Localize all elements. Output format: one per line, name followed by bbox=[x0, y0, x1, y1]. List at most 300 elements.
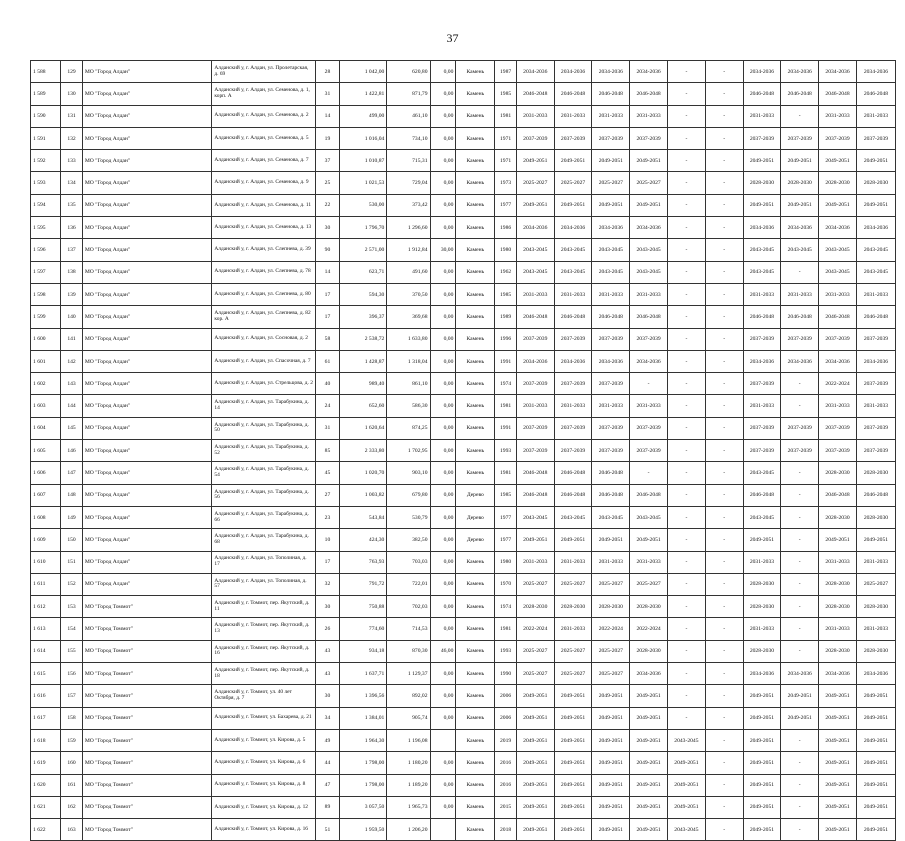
table-cell: 1 016,04 bbox=[339, 127, 387, 149]
table-cell: 2031-2033 bbox=[630, 283, 668, 305]
table-cell: 137 bbox=[61, 239, 83, 261]
table-cell: 2049-2051 bbox=[592, 819, 630, 841]
table-cell: 2049-2051 bbox=[743, 685, 781, 707]
table-cell: 160 bbox=[61, 752, 83, 774]
table-cell: 2049-2051 bbox=[592, 194, 630, 216]
table-cell: 729,04 bbox=[387, 172, 430, 194]
table-cell: Камень bbox=[456, 373, 495, 395]
table-cell: 2028-2030 bbox=[856, 506, 895, 528]
table-cell: 370,50 bbox=[387, 283, 430, 305]
table-row bbox=[31, 506, 896, 528]
table-row bbox=[31, 350, 896, 372]
table-row bbox=[31, 752, 896, 774]
table-cell: - bbox=[705, 729, 743, 751]
table-cell: 0,00 bbox=[430, 194, 456, 216]
table-row bbox=[31, 707, 896, 729]
table-cell: 0,00 bbox=[430, 261, 456, 283]
table-cell: 2031-2033 bbox=[743, 283, 781, 305]
table-cell: 2031-2033 bbox=[819, 551, 857, 573]
table-cell: 2043-2045 bbox=[743, 506, 781, 528]
table-cell: 2031-2033 bbox=[819, 283, 857, 305]
table-cell: 46,00 bbox=[430, 640, 456, 662]
table-cell: 135 bbox=[61, 194, 83, 216]
table-cell: 2043-2045 bbox=[743, 462, 781, 484]
table-cell: 2043-2045 bbox=[819, 239, 857, 261]
table-cell: 2037-2039 bbox=[743, 328, 781, 350]
table-cell: - bbox=[705, 573, 743, 595]
table-cell: - bbox=[705, 529, 743, 551]
table-cell: 0,00 bbox=[430, 462, 456, 484]
table-row bbox=[31, 217, 896, 239]
table-cell: 1977 bbox=[495, 194, 517, 216]
table-cell: МО "Город Алдан" bbox=[82, 350, 212, 372]
table-row bbox=[31, 417, 896, 439]
table-row bbox=[31, 172, 896, 194]
table-cell: 396,37 bbox=[339, 306, 387, 328]
table-cell: 1 396,56 bbox=[339, 685, 387, 707]
table-cell: Дерево bbox=[456, 529, 495, 551]
table-cell: 2025-2027 bbox=[516, 640, 554, 662]
table-cell: МО "Город Алдан" bbox=[82, 283, 212, 305]
table-row bbox=[31, 618, 896, 640]
table-cell: 134 bbox=[61, 172, 83, 194]
table-cell: 2028-2030 bbox=[819, 596, 857, 618]
table-cell: 2034-2036 bbox=[819, 61, 857, 83]
table-cell: 2049-2051 bbox=[630, 194, 668, 216]
table-cell: - bbox=[668, 261, 706, 283]
table-cell: 2049-2051 bbox=[516, 796, 554, 818]
table-cell: МО "Город Томмот" bbox=[82, 819, 212, 841]
table-cell: 51 bbox=[316, 819, 340, 841]
table-cell: 0,00 bbox=[430, 83, 456, 105]
table-cell: 2049-2051 bbox=[856, 752, 895, 774]
table-cell: 2049-2051 bbox=[781, 150, 819, 172]
table-cell: 2037-2039 bbox=[592, 417, 630, 439]
table-row bbox=[31, 796, 896, 818]
table-cell: 1 608 bbox=[31, 506, 61, 528]
table-cell: - bbox=[781, 618, 819, 640]
table-cell: 2043-2045 bbox=[516, 506, 554, 528]
table-cell: 2043-2045 bbox=[516, 261, 554, 283]
table-cell: - bbox=[781, 529, 819, 551]
table-cell: - bbox=[781, 462, 819, 484]
table-cell: - bbox=[781, 819, 819, 841]
table-cell: 586,30 bbox=[387, 395, 430, 417]
table-cell: 2043-2045 bbox=[819, 261, 857, 283]
table-cell: 2037-2039 bbox=[781, 127, 819, 149]
table-cell: Камень bbox=[456, 440, 495, 462]
table-cell: 1 965,73 bbox=[387, 796, 430, 818]
table-cell: Алданский у, г. Томмот, ул. Кирова, д. 12 bbox=[212, 796, 316, 818]
table-cell: 2034-2036 bbox=[630, 61, 668, 83]
table-cell: 1 618 bbox=[31, 729, 61, 751]
table-cell: 2049-2051 bbox=[592, 685, 630, 707]
table-cell: Камень bbox=[456, 640, 495, 662]
table-cell: Алданский у, г. Томмот, ул. Кирова, д. 6 bbox=[212, 752, 316, 774]
table-cell: 2025-2027 bbox=[554, 663, 592, 685]
table-cell: 2046-2048 bbox=[781, 306, 819, 328]
table-cell: 49 bbox=[316, 729, 340, 751]
table-cell: 2016 bbox=[495, 774, 517, 796]
table-cell: 1 196,08 bbox=[387, 729, 430, 751]
table-cell: 2034-2036 bbox=[743, 217, 781, 239]
table-cell: 2028-2030 bbox=[743, 640, 781, 662]
table-cell: МО "Город Томмот" bbox=[82, 640, 212, 662]
table-cell: - bbox=[705, 819, 743, 841]
table-cell: 2031-2033 bbox=[781, 283, 819, 305]
table-row bbox=[31, 729, 896, 751]
table-row bbox=[31, 774, 896, 796]
table-cell: Камень bbox=[456, 350, 495, 372]
table-cell: 2043-2045 bbox=[592, 506, 630, 528]
table-cell: 0,00 bbox=[430, 417, 456, 439]
table-cell: 85 bbox=[316, 440, 340, 462]
table-cell: 2043-2045 bbox=[781, 239, 819, 261]
table-cell: 2037-2039 bbox=[743, 440, 781, 462]
table-cell: - bbox=[668, 150, 706, 172]
table-cell: 2028-2030 bbox=[592, 596, 630, 618]
table-cell: 2034-2036 bbox=[819, 350, 857, 372]
table-cell: 0,00 bbox=[430, 61, 456, 83]
table-body bbox=[31, 61, 896, 841]
table-cell: 0,00 bbox=[430, 283, 456, 305]
table-cell: 22 bbox=[316, 194, 340, 216]
table-cell: 623,71 bbox=[339, 261, 387, 283]
table-cell: - bbox=[705, 83, 743, 105]
table-cell: Алданский у, г. Алдан, ул. Тарабукина, д. 52 bbox=[212, 440, 316, 462]
table-cell: 1981 bbox=[495, 462, 517, 484]
table-cell: 161 bbox=[61, 774, 83, 796]
table-row bbox=[31, 663, 896, 685]
table-cell: 2031-2033 bbox=[516, 395, 554, 417]
table-cell: - bbox=[705, 752, 743, 774]
table-cell: Алданский у, г. Томмот, ул. Кирова, д. 5 bbox=[212, 729, 316, 751]
table-cell: 2034-2036 bbox=[516, 61, 554, 83]
table-cell: - bbox=[668, 61, 706, 83]
table-cell: 2046-2048 bbox=[516, 462, 554, 484]
table-cell: - bbox=[668, 328, 706, 350]
table-cell: МО "Город Алдан" bbox=[82, 261, 212, 283]
table-cell: 89 bbox=[316, 796, 340, 818]
table-cell: - bbox=[705, 774, 743, 796]
table-cell: 2025-2027 bbox=[592, 573, 630, 595]
table-cell: Дерево bbox=[456, 484, 495, 506]
table-cell: Алданский у, г. Томмот, пер. Якутский, д. 11 bbox=[212, 596, 316, 618]
table-cell: 132 bbox=[61, 127, 83, 149]
table-cell: 989,40 bbox=[339, 373, 387, 395]
table-cell: - bbox=[705, 239, 743, 261]
table-cell: 2049-2051 bbox=[630, 529, 668, 551]
table-cell: - bbox=[781, 640, 819, 662]
table-cell: - bbox=[781, 774, 819, 796]
table-cell: 1991 bbox=[495, 350, 517, 372]
table-cell: 2049-2051 bbox=[781, 685, 819, 707]
table-cell: 1977 bbox=[495, 529, 517, 551]
table-cell: 2025-2027 bbox=[516, 573, 554, 595]
table-cell: Камень bbox=[456, 395, 495, 417]
table-cell: - bbox=[668, 373, 706, 395]
table-cell: Камень bbox=[456, 239, 495, 261]
table-cell: 1 702,95 bbox=[387, 440, 430, 462]
table-cell: - bbox=[668, 462, 706, 484]
table-cell: 2034-2036 bbox=[856, 61, 895, 83]
table-cell: 2046-2048 bbox=[554, 462, 592, 484]
table-cell: 0,00 bbox=[430, 529, 456, 551]
table-cell: 702,03 bbox=[387, 596, 430, 618]
table-cell: - bbox=[705, 217, 743, 239]
table-cell: 0,00 bbox=[430, 796, 456, 818]
table-cell: 2031-2033 bbox=[592, 551, 630, 573]
table-cell: - bbox=[705, 618, 743, 640]
table-cell: 2031-2033 bbox=[554, 395, 592, 417]
table-cell: 1 620 bbox=[31, 774, 61, 796]
table-cell: 2043-2045 bbox=[668, 819, 706, 841]
table-cell: МО "Город Алдан" bbox=[82, 462, 212, 484]
table-cell: - bbox=[668, 350, 706, 372]
table-cell: 2034-2036 bbox=[592, 61, 630, 83]
table-cell: Камень bbox=[456, 618, 495, 640]
table-cell: 2049-2051 bbox=[781, 707, 819, 729]
table-cell: 1971 bbox=[495, 150, 517, 172]
table-cell: 382,50 bbox=[387, 529, 430, 551]
table-cell: 2031-2033 bbox=[856, 283, 895, 305]
table-cell: 2049-2051 bbox=[554, 529, 592, 551]
table-cell: 2049-2051 bbox=[554, 819, 592, 841]
table-cell: 2043-2045 bbox=[554, 261, 592, 283]
table-cell: Камень bbox=[456, 127, 495, 149]
table-cell: - bbox=[705, 373, 743, 395]
table-cell: 1 597 bbox=[31, 261, 61, 283]
table-cell: - bbox=[668, 283, 706, 305]
table-cell: Камень bbox=[456, 819, 495, 841]
table-cell: Алданский у, г. Алдан, ул. Семенова, д. 11 bbox=[212, 194, 316, 216]
table-cell: 1 189,20 bbox=[387, 774, 430, 796]
table-cell: МО "Город Томмот" bbox=[82, 796, 212, 818]
table-cell: 2049-2051 bbox=[630, 729, 668, 751]
table-cell: МО "Город Томмот" bbox=[82, 618, 212, 640]
table-cell: 2031-2033 bbox=[856, 618, 895, 640]
table-cell: 2043-2045 bbox=[856, 239, 895, 261]
table-cell: 461,10 bbox=[387, 105, 430, 127]
table-cell: - bbox=[668, 506, 706, 528]
table-cell: 2034-2036 bbox=[630, 663, 668, 685]
table-cell: 2037-2039 bbox=[630, 328, 668, 350]
table-cell: 905,74 bbox=[387, 707, 430, 729]
table-cell: 1 637,71 bbox=[339, 663, 387, 685]
table-cell: 2049-2051 bbox=[630, 707, 668, 729]
table-cell: 2037-2039 bbox=[516, 328, 554, 350]
table-cell: 2031-2033 bbox=[856, 105, 895, 127]
table-cell: 2034-2036 bbox=[630, 350, 668, 372]
table-cell: 158 bbox=[61, 707, 83, 729]
table-cell: Алданский у, г. Алдан, ул. Слепнева, д. 82 кор. А bbox=[212, 306, 316, 328]
table-cell: - bbox=[781, 551, 819, 573]
table-cell: МО "Город Алдан" bbox=[82, 105, 212, 127]
table-cell: 2022-2024 bbox=[516, 618, 554, 640]
table-cell: 734,10 bbox=[387, 127, 430, 149]
table-cell: 40 bbox=[316, 373, 340, 395]
table-cell: 2034-2036 bbox=[856, 663, 895, 685]
table-cell: 2025-2027 bbox=[856, 573, 895, 595]
table-cell: 2046-2048 bbox=[743, 83, 781, 105]
table-cell: - bbox=[705, 194, 743, 216]
table-cell: Алданский у, г. Томмот, ул. Кирова, д. 8 bbox=[212, 774, 316, 796]
table-cell: 2034-2036 bbox=[819, 663, 857, 685]
table-cell: - bbox=[668, 596, 706, 618]
table-cell: 2043-2045 bbox=[743, 261, 781, 283]
table-cell: 2049-2051 bbox=[592, 707, 630, 729]
table-cell: 152 bbox=[61, 573, 83, 595]
table-cell: 1 596 bbox=[31, 239, 61, 261]
table-cell: 2049-2051 bbox=[743, 529, 781, 551]
table-cell: 2034-2036 bbox=[592, 217, 630, 239]
table-cell: 1 428,87 bbox=[339, 350, 387, 372]
table-cell: 148 bbox=[61, 484, 83, 506]
table-cell: 2037-2039 bbox=[781, 328, 819, 350]
table-cell: - bbox=[705, 551, 743, 573]
table-cell: 2049-2051 bbox=[592, 729, 630, 751]
table-cell: 2049-2051 bbox=[819, 685, 857, 707]
table-cell: 892,02 bbox=[387, 685, 430, 707]
table-cell: МО "Город Алдан" bbox=[82, 529, 212, 551]
table-cell: 2049-2051 bbox=[630, 685, 668, 707]
table-cell: 2034-2036 bbox=[554, 350, 592, 372]
table-cell: 2037-2039 bbox=[630, 127, 668, 149]
table-cell: 1 589 bbox=[31, 83, 61, 105]
table-cell: 424,30 bbox=[339, 529, 387, 551]
table-cell: 530,00 bbox=[339, 194, 387, 216]
table-cell: 0,00 bbox=[430, 395, 456, 417]
table-cell: 2006 bbox=[495, 707, 517, 729]
table-cell: Алданский у, г. Томмот, пер. Якутский, д. 16 bbox=[212, 640, 316, 662]
table-cell: 2031-2033 bbox=[516, 283, 554, 305]
table-cell: 2043-2045 bbox=[554, 239, 592, 261]
table-cell: 2028-2030 bbox=[819, 506, 857, 528]
table-cell: 2037-2039 bbox=[819, 127, 857, 149]
table-cell: 1 590 bbox=[31, 105, 61, 127]
table-cell: Алданский у, г. Алдан, ул. Семенова, д. 5 bbox=[212, 127, 316, 149]
table-cell: 2049-2051 bbox=[516, 752, 554, 774]
table-cell: 0,00 bbox=[430, 105, 456, 127]
table-cell: 1986 bbox=[495, 217, 517, 239]
table-cell: 150 bbox=[61, 529, 83, 551]
table-cell: 1 599 bbox=[31, 306, 61, 328]
table-cell: Алданский у, г. Алдан, ул. Семенова, д. 2 bbox=[212, 105, 316, 127]
table-cell: 1 964,30 bbox=[339, 729, 387, 751]
table-cell: - bbox=[668, 440, 706, 462]
table-cell: 47 bbox=[316, 774, 340, 796]
table-row bbox=[31, 529, 896, 551]
table-cell: Алданский у, г. Алдан, ул. Тарабукина, д. 66 bbox=[212, 506, 316, 528]
table-cell: 1989 bbox=[495, 306, 517, 328]
table-cell: 2 538,72 bbox=[339, 328, 387, 350]
table-cell: 2028-2030 bbox=[781, 172, 819, 194]
table-cell: 2031-2033 bbox=[743, 551, 781, 573]
table-row bbox=[31, 819, 896, 841]
table-cell: 24 bbox=[316, 395, 340, 417]
table-cell: МО "Город Алдан" bbox=[82, 551, 212, 573]
table-cell: 159 bbox=[61, 729, 83, 751]
table-cell: 2049-2051 bbox=[554, 774, 592, 796]
table-row bbox=[31, 395, 896, 417]
table-cell: 2034-2036 bbox=[554, 61, 592, 83]
table-cell: 163 bbox=[61, 819, 83, 841]
table-cell: 43 bbox=[316, 640, 340, 662]
table-cell: 2034-2036 bbox=[819, 217, 857, 239]
table-cell: 2049-2051 bbox=[592, 752, 630, 774]
table-cell: 2031-2033 bbox=[819, 618, 857, 640]
table-cell: - bbox=[781, 373, 819, 395]
table-cell: 2025-2027 bbox=[554, 573, 592, 595]
table-cell: 2028-2030 bbox=[856, 172, 895, 194]
table-cell: Камень bbox=[456, 573, 495, 595]
table-cell: 1974 bbox=[495, 373, 517, 395]
table-cell: 1 606 bbox=[31, 462, 61, 484]
table-cell: 1 609 bbox=[31, 529, 61, 551]
table-cell: 715,31 bbox=[387, 150, 430, 172]
table-cell: 0,00 bbox=[430, 707, 456, 729]
table-cell: Камень bbox=[456, 551, 495, 573]
table-cell: 2037-2039 bbox=[781, 440, 819, 462]
table-cell: 369,68 bbox=[387, 306, 430, 328]
table-row bbox=[31, 440, 896, 462]
table-cell: 2028-2030 bbox=[630, 640, 668, 662]
table-cell: Камень bbox=[456, 596, 495, 618]
table-cell: 871,79 bbox=[387, 83, 430, 105]
table-cell: 43 bbox=[316, 663, 340, 685]
table-cell: 594,30 bbox=[339, 283, 387, 305]
table-cell: - bbox=[705, 328, 743, 350]
table-cell: 2046-2048 bbox=[554, 306, 592, 328]
table-cell: Камень bbox=[456, 261, 495, 283]
table-cell: 130 bbox=[61, 83, 83, 105]
table-cell: 2043-2045 bbox=[630, 239, 668, 261]
table-cell: - bbox=[668, 551, 706, 573]
table-cell: 2037-2039 bbox=[743, 373, 781, 395]
table-cell: 144 bbox=[61, 395, 83, 417]
table-cell: 3 057,50 bbox=[339, 796, 387, 818]
table-cell: 154 bbox=[61, 618, 83, 640]
table-cell: 136 bbox=[61, 217, 83, 239]
table-cell: Дерево bbox=[456, 506, 495, 528]
table-cell: 1977 bbox=[495, 506, 517, 528]
table-cell: 37 bbox=[316, 150, 340, 172]
table-cell: 1993 bbox=[495, 640, 517, 662]
table-cell: 2037-2039 bbox=[743, 127, 781, 149]
table-row bbox=[31, 328, 896, 350]
table-cell: 2049-2051 bbox=[554, 150, 592, 172]
table-cell: 2022-2024 bbox=[592, 618, 630, 640]
table-cell: 2037-2039 bbox=[592, 440, 630, 462]
table-cell: 2049-2051 bbox=[554, 796, 592, 818]
table-cell: 2031-2033 bbox=[554, 105, 592, 127]
table-cell: 2049-2051 bbox=[668, 796, 706, 818]
table-cell: 2028-2030 bbox=[856, 462, 895, 484]
table-cell: 2037-2039 bbox=[516, 417, 554, 439]
table-cell: 679,80 bbox=[387, 484, 430, 506]
table-cell: 1973 bbox=[495, 172, 517, 194]
table-cell: 2031-2033 bbox=[630, 551, 668, 573]
table-cell: 2049-2051 bbox=[819, 819, 857, 841]
table-cell: 2049-2051 bbox=[516, 150, 554, 172]
table-cell: 1 594 bbox=[31, 194, 61, 216]
table-cell: 2037-2039 bbox=[819, 440, 857, 462]
table-cell: 2043-2045 bbox=[743, 239, 781, 261]
table-cell: 530,79 bbox=[387, 506, 430, 528]
table-cell: 2022-2024 bbox=[819, 373, 857, 395]
table-cell: 138 bbox=[61, 261, 83, 283]
table-cell: - bbox=[705, 105, 743, 127]
